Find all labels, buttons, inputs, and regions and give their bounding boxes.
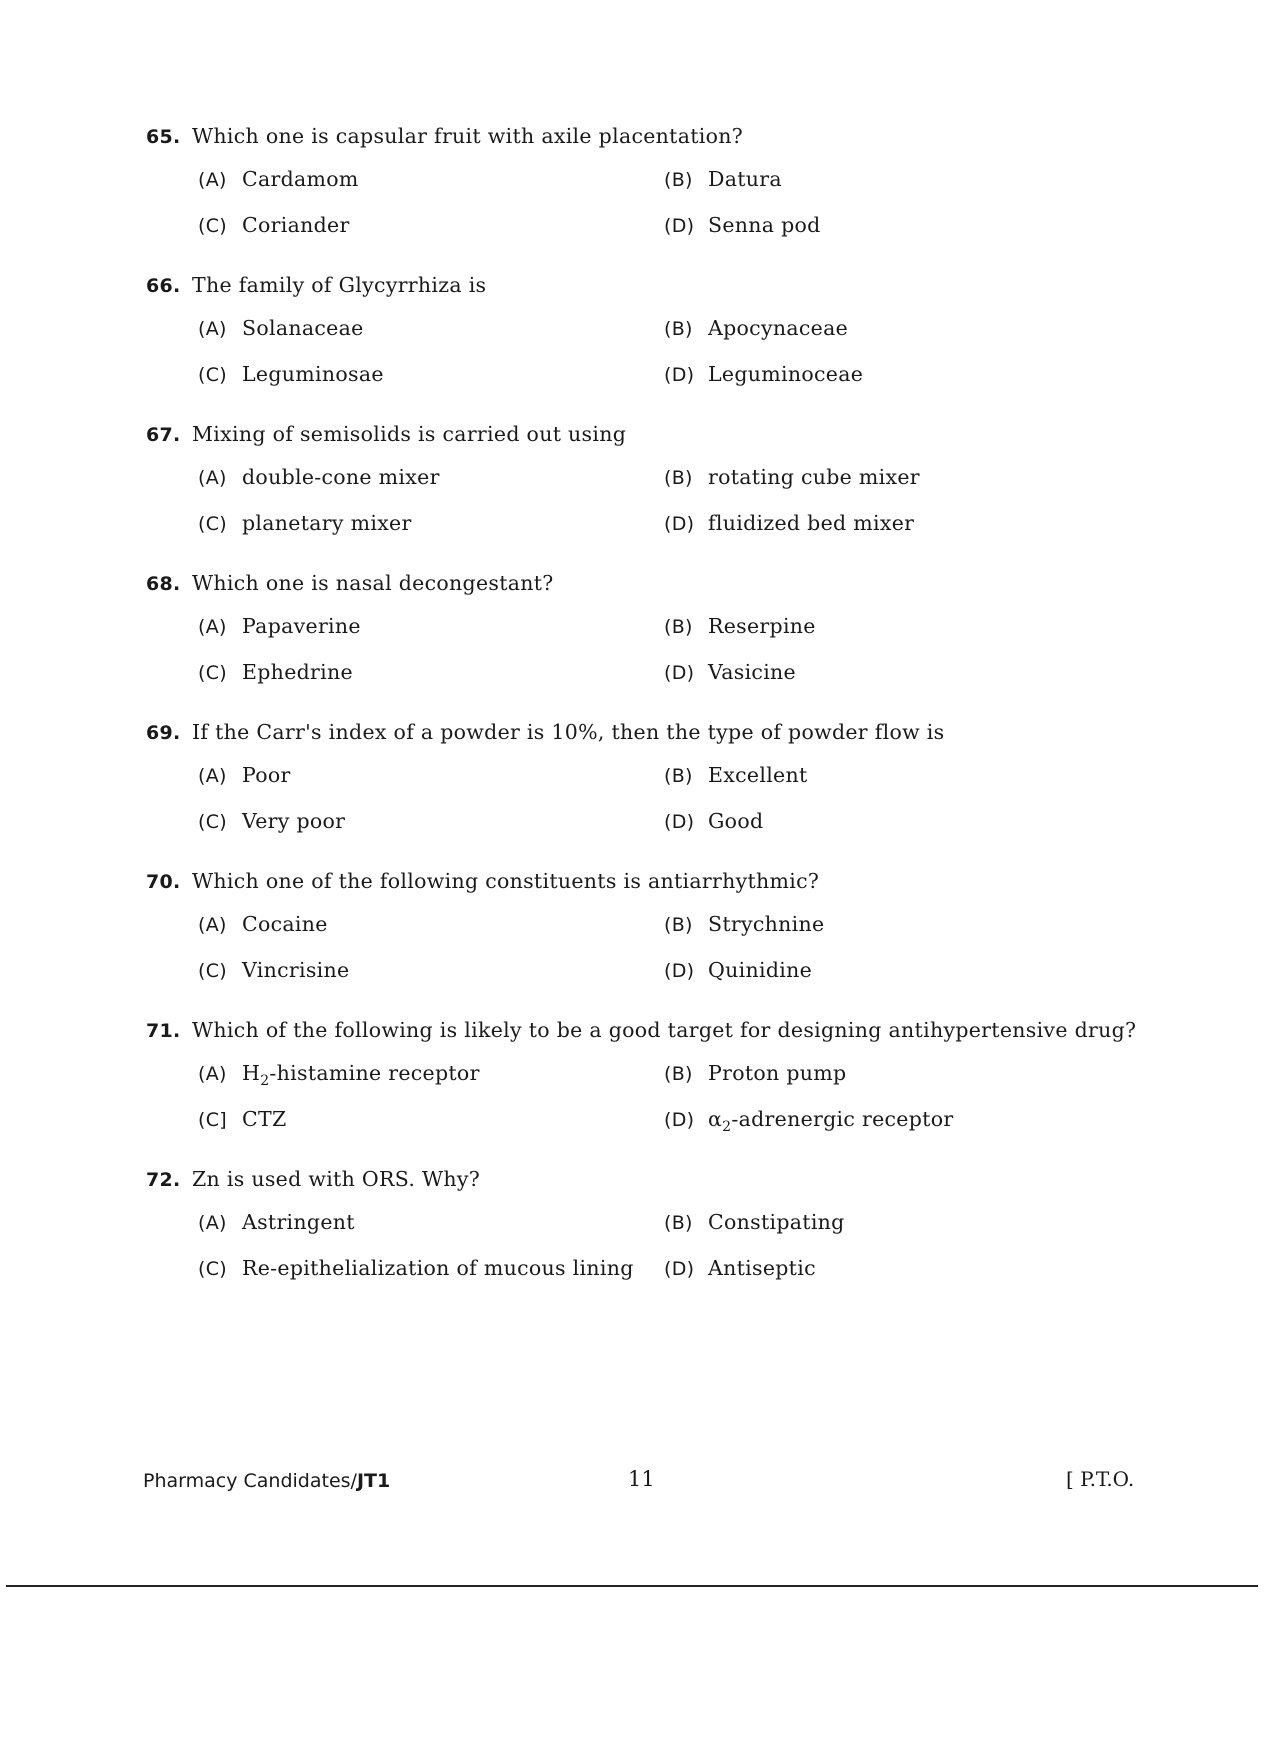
option-text xyxy=(708,1107,954,1136)
question-text: Mixing of semisolids is carried out using xyxy=(192,422,627,446)
option-text: Poor xyxy=(242,763,291,787)
option-letter: (C) xyxy=(198,662,227,684)
option-a xyxy=(198,314,364,343)
option-letter: (D) xyxy=(664,662,695,684)
option-letter: (A) xyxy=(198,914,227,936)
question-69 xyxy=(146,718,1146,851)
option-c xyxy=(198,807,345,836)
option-text: fluidized bed mixer xyxy=(708,511,915,535)
question-number: 69. xyxy=(146,722,181,744)
option-text: Astringent xyxy=(242,1210,355,1234)
options xyxy=(146,910,1146,1000)
option-text: Ephedrine xyxy=(242,660,353,684)
option-text: planetary mixer xyxy=(242,511,412,535)
option-letter: (B) xyxy=(664,616,693,638)
option-text: double-cone mixer xyxy=(242,465,440,489)
option-c xyxy=(198,509,412,538)
option-text: Papaverine xyxy=(242,614,361,638)
option-text: Vasicine xyxy=(708,660,796,684)
option-letter: (D) xyxy=(664,513,695,535)
question-number: 71. xyxy=(146,1020,181,1042)
option-c xyxy=(198,211,350,240)
question-number: 66. xyxy=(146,275,181,297)
question-number: 72. xyxy=(146,1169,181,1191)
option-letter: (D) xyxy=(664,1258,695,1280)
option-text: Reserpine xyxy=(708,614,816,638)
question-68 xyxy=(146,569,1146,702)
option-letter: (C) xyxy=(198,811,227,833)
option-text: Cardamom xyxy=(242,167,359,191)
option-text: Very poor xyxy=(242,809,346,833)
option-b xyxy=(664,1059,846,1088)
option-letter: (B) xyxy=(664,318,693,340)
option-letter: (B) xyxy=(664,765,693,787)
question-text: Which of the following is likely to be a good target for designing antihypertensive drug? xyxy=(192,1018,1137,1042)
option-text: Re-epithelialization of mucous lining xyxy=(242,1256,634,1280)
option-letter: (D) xyxy=(664,364,695,386)
option-letter: (D) xyxy=(664,811,695,833)
option-d xyxy=(664,509,914,538)
option-letter: (D) xyxy=(664,960,695,982)
footer-paper-code xyxy=(143,1470,390,1492)
option-c xyxy=(198,1254,634,1283)
option-text: Leguminoceae xyxy=(708,362,864,386)
option-text-rest: -adrenergic receptor xyxy=(731,1107,954,1131)
option-text: Proton pump xyxy=(708,1061,847,1085)
option-letter: (B) xyxy=(664,467,693,489)
footer-candidates-label: Pharmacy Candidates/ xyxy=(143,1470,357,1492)
option-d xyxy=(664,360,863,389)
option-letter: (A) xyxy=(198,616,227,638)
option-letter: (B) xyxy=(664,169,693,191)
question-67 xyxy=(146,420,1146,553)
question-text: The family of Glycyrrhiza is xyxy=(192,273,487,297)
options xyxy=(146,1208,1146,1298)
question-text: Which one of the following constituents is antiarrhythmic? xyxy=(192,869,820,893)
option-letter: (D) xyxy=(664,215,695,237)
option-text: Cocaine xyxy=(242,912,328,936)
footer-code: JT1 xyxy=(356,1470,391,1492)
question-66 xyxy=(146,271,1146,404)
option-text: Strychnine xyxy=(708,912,825,936)
option-text: Excellent xyxy=(708,763,808,787)
question-71 xyxy=(146,1016,1146,1149)
question-stem xyxy=(146,420,1146,449)
option-c xyxy=(198,360,384,389)
option-text: CTZ xyxy=(242,1107,287,1131)
options xyxy=(146,1059,1146,1149)
option-text: Leguminosae xyxy=(242,362,384,386)
option-a xyxy=(198,612,361,641)
option-letter: (C) xyxy=(198,1258,227,1280)
option-text: Coriander xyxy=(242,213,350,237)
option-letter: (D) xyxy=(664,1109,695,1131)
question-stem xyxy=(146,271,1146,300)
option-a xyxy=(198,1059,480,1088)
option-text: Constipating xyxy=(708,1210,845,1234)
option-letter: (C) xyxy=(198,960,227,982)
question-65 xyxy=(146,122,1146,255)
option-letter: (A) xyxy=(198,318,227,340)
question-stem xyxy=(146,1016,1146,1045)
question-text: Zn is used with ORS. Why? xyxy=(192,1167,481,1191)
option-letter: (C] xyxy=(198,1109,227,1131)
question-number: 68. xyxy=(146,573,181,595)
option-text-rest: -histamine receptor xyxy=(269,1061,480,1085)
options xyxy=(146,314,1146,404)
question-text: Which one is nasal decongestant? xyxy=(192,571,554,595)
option-text: Apocynaceae xyxy=(708,316,849,340)
option-b xyxy=(664,761,808,790)
option-a xyxy=(198,165,359,194)
subscript: 2 xyxy=(260,1073,270,1090)
option-letter: (C) xyxy=(198,513,227,535)
option-text: Vincrisine xyxy=(242,958,350,982)
options xyxy=(146,165,1146,255)
option-b xyxy=(664,910,824,939)
question-72 xyxy=(146,1165,1146,1298)
options xyxy=(146,761,1146,851)
question-text: If the Carr's index of a powder is 10%, then the type of powder flow is xyxy=(192,720,945,744)
option-letter: (C) xyxy=(198,364,227,386)
question-stem xyxy=(146,867,1146,896)
bottom-divider xyxy=(6,1585,1258,1587)
option-text xyxy=(242,1061,480,1090)
question-stem xyxy=(146,718,1146,747)
question-70 xyxy=(146,867,1146,1000)
option-a xyxy=(198,910,328,939)
option-text: Solanaceae xyxy=(242,316,364,340)
subscript: 2 xyxy=(722,1119,732,1136)
question-number: 65. xyxy=(146,126,181,148)
option-d xyxy=(664,807,763,836)
option-c xyxy=(198,1105,287,1134)
question-text: Which one is capsular fruit with axile placentation? xyxy=(192,124,744,148)
option-letter: (B) xyxy=(664,1212,693,1234)
option-d xyxy=(664,211,821,240)
option-b xyxy=(664,612,816,641)
option-a xyxy=(198,463,440,492)
option-text: rotating cube mixer xyxy=(708,465,920,489)
option-b xyxy=(664,1208,845,1237)
page-number: 11 xyxy=(628,1467,655,1491)
option-b xyxy=(664,463,920,492)
option-c xyxy=(198,956,349,985)
option-text-main: α xyxy=(708,1107,723,1131)
option-letter: (A) xyxy=(198,169,227,191)
option-c xyxy=(198,658,353,687)
option-text: Quinidine xyxy=(708,958,813,982)
option-d xyxy=(664,658,796,687)
option-letter: (C) xyxy=(198,215,227,237)
question-stem xyxy=(146,122,1146,151)
option-letter: (A) xyxy=(198,765,227,787)
option-letter: (A) xyxy=(198,1212,227,1234)
question-number: 67. xyxy=(146,424,181,446)
option-d xyxy=(664,1254,816,1283)
question-stem xyxy=(146,569,1146,598)
option-b xyxy=(664,314,848,343)
option-letter: (A) xyxy=(198,1063,227,1085)
question-stem xyxy=(146,1165,1146,1194)
option-letter: (B) xyxy=(664,1063,693,1085)
options xyxy=(146,463,1146,553)
option-d xyxy=(664,1105,953,1134)
option-text: Good xyxy=(708,809,764,833)
option-text: Datura xyxy=(708,167,782,191)
option-text: Senna pod xyxy=(708,213,821,237)
option-d xyxy=(664,956,812,985)
option-a xyxy=(198,761,291,790)
option-b xyxy=(664,165,782,194)
option-text-main: H xyxy=(242,1061,261,1085)
option-letter: (A) xyxy=(198,467,227,489)
pto-label: [ P.T.O. xyxy=(1066,1467,1135,1491)
options xyxy=(146,612,1146,702)
question-number: 70. xyxy=(146,871,181,893)
option-a xyxy=(198,1208,355,1237)
option-letter: (B) xyxy=(664,914,693,936)
option-text: Antiseptic xyxy=(708,1256,816,1280)
